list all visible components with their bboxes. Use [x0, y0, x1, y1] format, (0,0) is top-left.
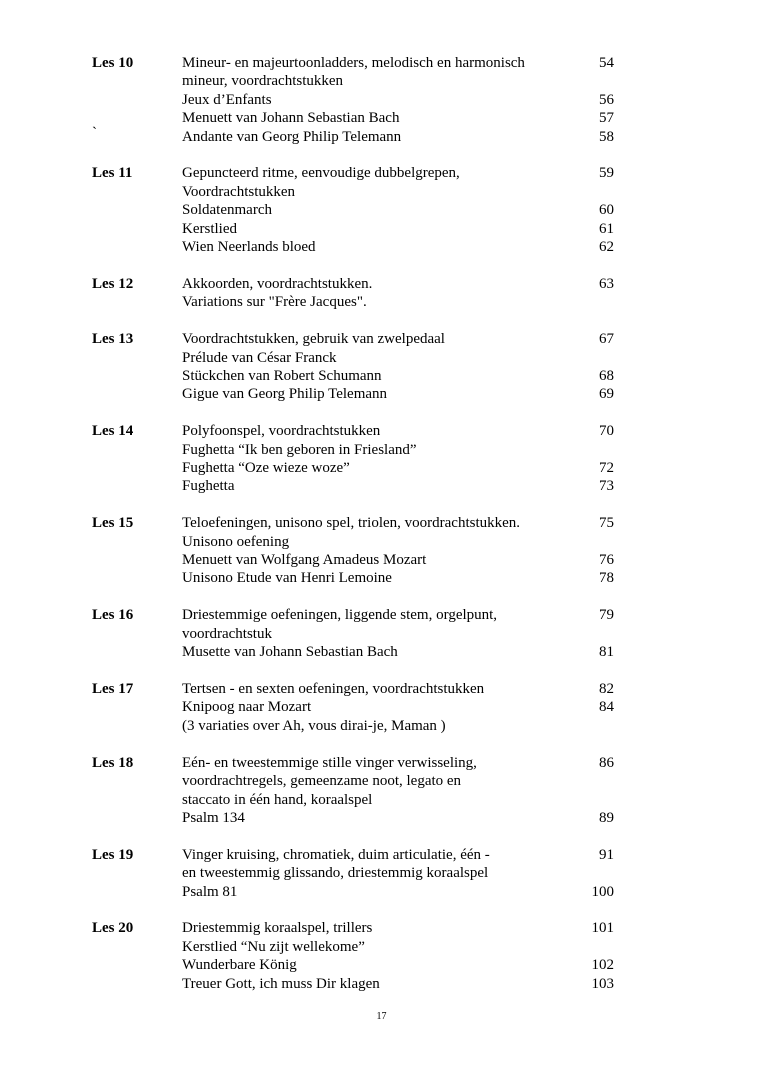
toc-entry-row	[0, 477, 763, 495]
entry-page-number: 91	[599, 846, 614, 863]
entry-page-number: 81	[599, 644, 614, 661]
entry-title: Kerstlied “Nu zijt wellekome”	[182, 938, 365, 955]
entry-title: Treuer Gott, ich muss Dir klagen	[182, 975, 380, 992]
toc-entry-row	[0, 109, 763, 127]
toc-entry-row	[0, 551, 763, 569]
entry-title: Mineur- en majeurtoonladders, melodisch en harmonisch	[182, 55, 525, 71]
entry-page-number: 70	[599, 423, 614, 440]
lesson-label: Les 19	[92, 846, 134, 863]
toc-entry-row	[0, 293, 763, 311]
toc-entry-row	[0, 772, 763, 790]
entry-page-number: 68	[599, 367, 614, 384]
entry-page-number: 59	[599, 165, 614, 182]
toc-entry-row	[0, 717, 763, 735]
toc-entry-row	[0, 754, 763, 772]
entry-page-number: 89	[599, 809, 614, 826]
lesson-section	[0, 164, 763, 256]
toc-entry-row	[0, 846, 763, 864]
lesson-label: Les 13	[92, 331, 134, 348]
toc-entry-row	[0, 349, 763, 367]
entry-page-number: 76	[599, 552, 614, 569]
lesson-label: Les 11	[92, 165, 133, 182]
entry-title: voordrachtstuk	[182, 625, 272, 642]
lesson-section	[0, 680, 763, 735]
entry-title: voordrachtregels, gemeenzame noot, legato en	[182, 773, 462, 790]
entry-title: Gepuncteerd ritme, eenvoudige dubbelgrepen,	[182, 165, 460, 182]
entry-title: Prélude van César Franck	[182, 349, 337, 366]
toc-entry-row	[0, 533, 763, 551]
entry-title: Unisono oefening	[182, 533, 290, 550]
entry-title: Knipoog naar Mozart	[182, 699, 312, 716]
toc-entry-row	[0, 459, 763, 477]
page-number: 17	[376, 1011, 387, 1022]
toc-entry-row	[0, 72, 763, 90]
toc-entry-row	[0, 606, 763, 624]
entry-page-number: 102	[591, 957, 614, 974]
lesson-section	[0, 54, 763, 146]
toc-entry-row	[0, 514, 763, 532]
entry-page-number: 100	[591, 883, 614, 900]
toc-entry-row	[0, 698, 763, 716]
entry-page-number: 84	[599, 699, 614, 716]
lesson-label: Les 12	[92, 275, 134, 292]
entry-page-number: 73	[599, 478, 614, 495]
entry-title: Gigue van Georg Philip Telemann	[182, 386, 388, 403]
toc-entry-row	[0, 385, 763, 403]
toc-entry-row	[0, 422, 763, 440]
entry-title: Teloefeningen, unisono spel, triolen, voordrachtstukken.	[182, 515, 521, 532]
toc-entry-row	[0, 791, 763, 809]
toc-entry-row	[0, 367, 763, 385]
entry-title: Psalm 134	[182, 809, 245, 826]
entry-page-number: 62	[599, 239, 614, 256]
lesson-label: Les 20	[92, 920, 134, 937]
toc-entry-row	[0, 680, 763, 698]
entry-title: Wunderbare König	[182, 957, 297, 974]
entry-page-number: 79	[599, 607, 614, 624]
lesson-label: Les 14	[92, 423, 134, 440]
entry-title: Polyfoonspel, voordrachtstukken	[182, 423, 381, 440]
table-of-contents	[0, 54, 763, 1012]
entry-title: Menuett van Wolfgang Amadeus Mozart	[182, 552, 427, 569]
entry-page-number: 103	[591, 975, 614, 992]
entry-title: Unisono Etude van Henri Lemoine	[182, 570, 392, 587]
entry-page-number: 82	[599, 681, 614, 698]
entry-title: Musette van Johann Sebastian Bach	[182, 644, 398, 661]
lesson-label: Les 15	[92, 515, 134, 532]
entry-page-number: 56	[599, 91, 614, 108]
toc-entry-row	[0, 201, 763, 219]
toc-entry-row	[0, 164, 763, 182]
entry-page-number: 72	[599, 460, 614, 477]
entry-title: staccato in één hand, koraalspel	[182, 791, 373, 808]
entry-title: Variations sur "Frère Jacques".	[182, 294, 367, 311]
entry-title: Voordrachtstukken, gebruik van zwelpedaal	[182, 331, 445, 348]
toc-entry-row	[0, 91, 763, 109]
entry-page-number: 57	[599, 110, 614, 127]
lesson-label: Les 18	[92, 754, 134, 771]
entry-title: Akkoorden, voordrachtstukken.	[182, 275, 373, 292]
lesson-section	[0, 846, 763, 901]
toc-entry-row	[0, 275, 763, 293]
entry-page-number: 63	[599, 275, 614, 292]
entry-title: Voordrachtstukken	[182, 183, 296, 200]
entry-page-number: 67	[599, 331, 614, 348]
toc-entry-row	[0, 864, 763, 882]
entry-title: Driestemmige oefeningen, liggende stem, orgelpunt,	[182, 607, 498, 624]
entry-page-number: 69	[599, 386, 614, 403]
entry-title: Psalm 81	[182, 883, 238, 900]
entry-title: (3 variaties over Ah, vous dirai-je, Maman )	[182, 717, 446, 734]
entry-page-number: 86	[599, 754, 614, 771]
lesson-section	[0, 422, 763, 496]
entry-page-number: 75	[599, 515, 614, 532]
entry-page-number: 60	[599, 202, 614, 219]
lesson-label: Les 17	[92, 681, 134, 698]
lesson-section	[0, 606, 763, 661]
toc-entry-row	[0, 569, 763, 587]
toc-entry-row	[0, 183, 763, 201]
toc-entry-row	[0, 919, 763, 937]
entry-title: Driestemmig koraalspel, trillers	[182, 920, 373, 937]
toc-entry-row	[0, 938, 763, 956]
toc-entry-row	[0, 220, 763, 238]
entry-title: Fughetta “Ik ben geboren in Friesland”	[182, 441, 417, 458]
entry-page-number: 58	[599, 128, 614, 145]
entry-title: en tweestemmig glissando, driestemmig koraalspel	[182, 865, 489, 882]
toc-entry-row	[0, 625, 763, 643]
toc-entry-row	[0, 124, 763, 146]
entry-title: Vinger kruising, chromatiek, duim articulatie, één -	[182, 846, 490, 863]
toc-entry-row	[0, 643, 763, 661]
entry-page-number: 78	[599, 570, 614, 587]
entry-title: Fughetta	[182, 478, 235, 495]
entry-page-number: 54	[599, 55, 614, 71]
entry-title: Stückchen van Robert Schumann	[182, 367, 382, 384]
toc-entry-row	[0, 441, 763, 459]
entry-title: mineur, voordrachtstukken	[182, 73, 344, 90]
toc-entry-row	[0, 975, 763, 993]
toc-entry-row	[0, 330, 763, 348]
entry-title: Eén- en tweestemmige stille vinger verwisseling,	[182, 754, 477, 771]
lesson-section	[0, 275, 763, 312]
entry-title: Wien Neerlands bloed	[182, 239, 316, 256]
toc-entry-row	[0, 883, 763, 901]
toc-entry-row	[0, 956, 763, 974]
entry-title: Fughetta “Oze wieze woze”	[182, 460, 350, 477]
toc-entry-row	[0, 54, 763, 72]
toc-entry-row	[0, 809, 763, 827]
stray-mark: `	[92, 124, 97, 141]
entry-page-number: 101	[591, 920, 614, 937]
lesson-section	[0, 919, 763, 993]
entry-title: Kerstlied	[182, 220, 237, 237]
toc-entry-row	[0, 238, 763, 256]
entry-page-number: 61	[599, 220, 614, 237]
entry-title: Jeux d’Enfants	[182, 91, 272, 108]
entry-title: Andante van Georg Philip Telemann	[182, 128, 402, 145]
lesson-section	[0, 330, 763, 404]
lesson-section	[0, 754, 763, 828]
lesson-label: Les 10	[92, 55, 134, 71]
entry-title: Menuett van Johann Sebastian Bach	[182, 110, 400, 127]
lesson-section	[0, 514, 763, 588]
lesson-label: Les 16	[92, 607, 134, 624]
entry-title: Soldatenmarch	[182, 202, 272, 219]
entry-title: Tertsen - en sexten oefeningen, voordrachtstukken	[182, 681, 485, 698]
